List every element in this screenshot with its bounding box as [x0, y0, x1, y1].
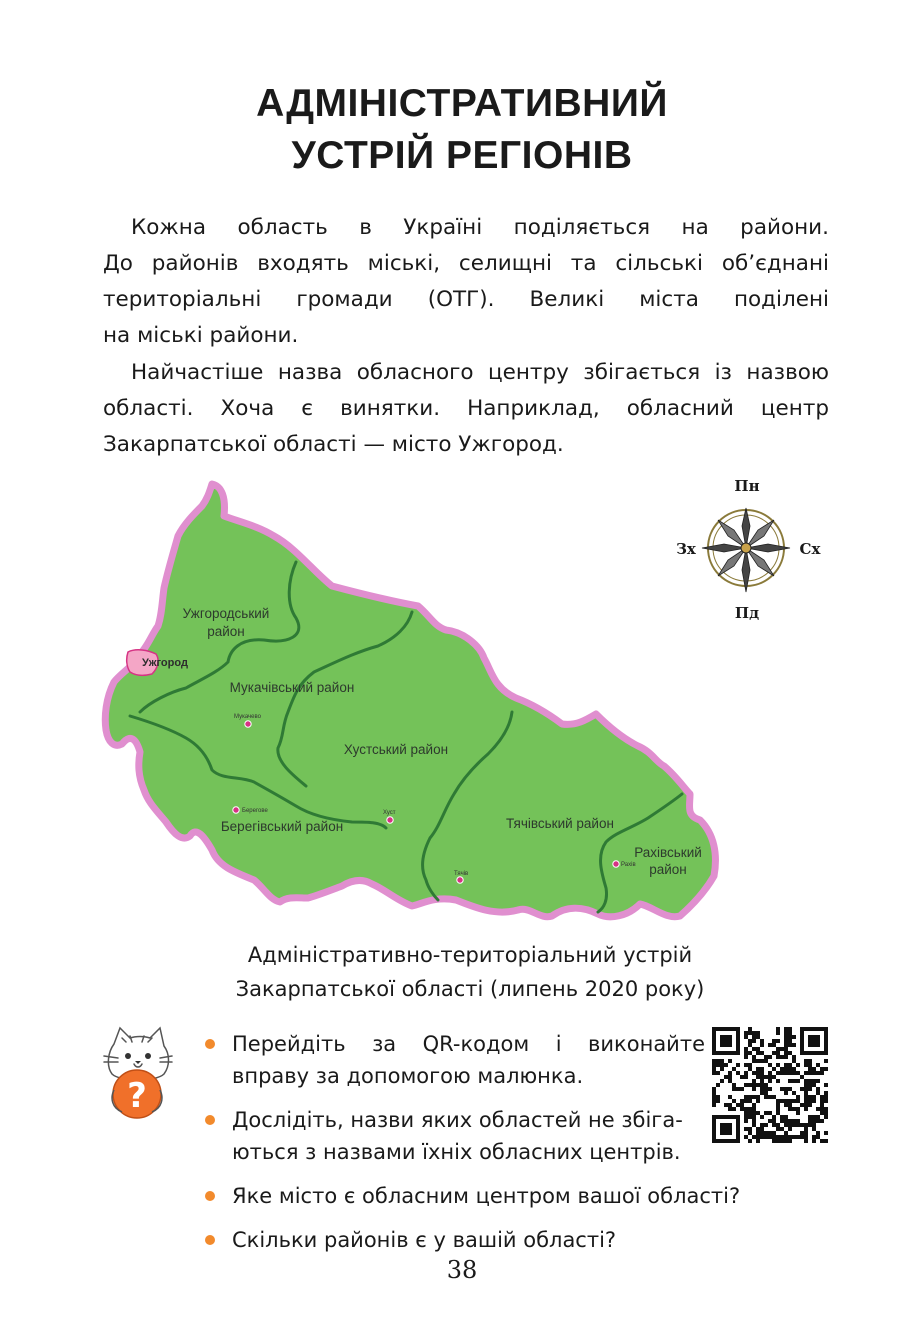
region-outline	[105, 484, 715, 917]
city-label-rakhiv: Рахів	[621, 862, 636, 868]
compass-north-label: Пн	[734, 477, 760, 495]
city-label-berehove: Берегове	[242, 808, 268, 814]
caption-line-2: Закарпатської області (липень 2020 року)	[235, 977, 705, 1001]
city-marker-tiachiv	[457, 877, 463, 883]
city-label-khust: Хуст	[383, 810, 396, 816]
title-line-2: УСТРІЙ РЕГІОНІВ	[291, 134, 633, 177]
cat-question-icon	[100, 1024, 174, 1122]
task-line: Дослідіть, назви яких областей не збіга-	[232, 1108, 683, 1132]
task-item	[205, 1180, 832, 1212]
district-label-khust: Хустський район	[343, 742, 449, 757]
page-number: 38	[446, 1256, 478, 1284]
paragraph-line: територіальні громади (ОТГ). Великі міста поділені	[103, 287, 829, 312]
page-title	[0, 78, 924, 182]
task-line: Перейдіть за QR-кодом і виконайте	[232, 1032, 705, 1056]
paragraph-line: на міські райони.	[103, 323, 299, 348]
district-label-uzhhorod: район	[207, 624, 245, 639]
task-item	[205, 1104, 705, 1168]
city-marker-rakhiv	[613, 861, 619, 867]
paragraph-line: Найчастіше назва обласного центру збігається із назвою	[131, 360, 829, 385]
district-label-rakhiv: район	[649, 862, 687, 877]
task-item	[205, 1028, 705, 1092]
task-list	[205, 1028, 741, 1268]
district-label-mukachevo: Мукачівський район	[229, 680, 355, 695]
district-label-tiachiv: Тячівський район	[506, 816, 614, 831]
qr-code[interactable]	[712, 1027, 828, 1143]
intro-paragraph	[103, 210, 829, 354]
task-line: вправу за допомогою малюнка.	[232, 1064, 584, 1088]
paragraph-line: До районів входять міські, селищні та сільські об’єднані	[103, 251, 829, 276]
title-line-1: АДМІНІСТРАТИВНИЙ	[256, 82, 668, 125]
paragraph-line: Кожна область в Україні поділяється на райони.	[131, 215, 829, 240]
compass-east-label: Сх	[799, 540, 821, 558]
exception-paragraph	[103, 355, 829, 463]
city-label-tiachiv: Тячів	[454, 871, 469, 877]
task-line: ються з назвами їхніх обласних центрів.	[232, 1140, 681, 1164]
task-line: Скільки районів є у вашій області?	[232, 1228, 617, 1252]
city-marker-mukachevo	[245, 721, 251, 727]
caption-line-1: Адміністративно-територіальний устрій	[247, 943, 693, 967]
compass-south-label: Пд	[734, 604, 760, 622]
paragraph-line: Закарпатської області — місто Ужгород.	[103, 432, 564, 457]
compass-rose-icon	[672, 474, 828, 626]
city-marker-berehove	[233, 807, 239, 813]
city-label-mukachevo: Мукачево	[234, 714, 261, 720]
zakarpattia-map	[100, 476, 740, 922]
city-marker-khust	[387, 817, 393, 823]
district-label-rakhiv: Рахівський	[634, 845, 702, 860]
task-line: Яке місто є обласним центром вашої області?	[232, 1184, 741, 1208]
compass-west-label: Зх	[676, 540, 696, 558]
district-label-berehove: Берегівський район	[220, 819, 344, 834]
task-item	[205, 1224, 832, 1256]
city-label-uzhhorod: Ужгород	[142, 657, 188, 669]
paragraph-line: області. Хоча є винятки. Наприклад, обласний центр	[103, 396, 829, 421]
map-caption	[160, 938, 780, 1006]
question-badge: ?	[127, 1076, 147, 1116]
district-label-uzhhorod: Ужгородський	[182, 606, 270, 621]
